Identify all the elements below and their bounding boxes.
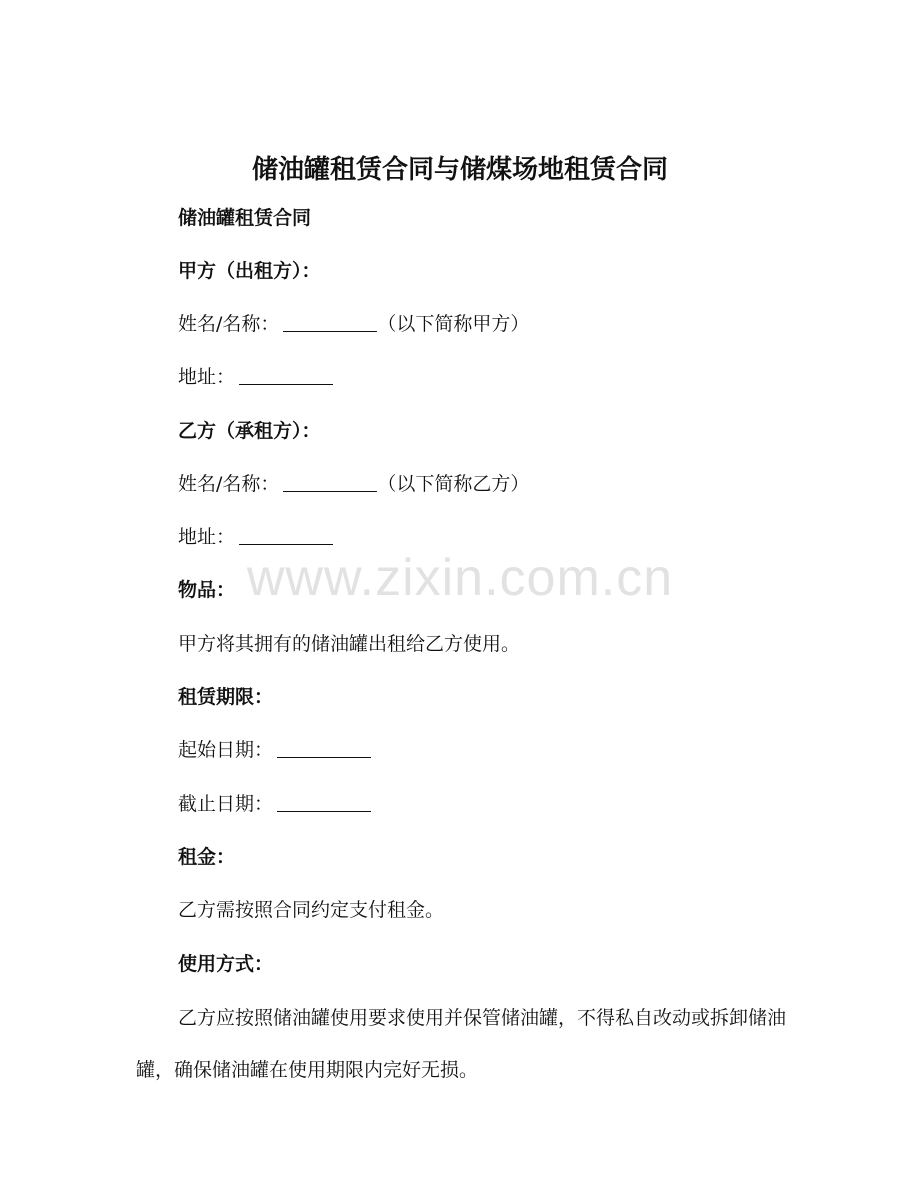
party-a-heading: 甲方（出租方）： xyxy=(178,260,321,282)
item-text: 甲方将其拥有的储油罐出租给乙方使用。 xyxy=(178,633,521,655)
party-a-name-label: 姓名/名称： xyxy=(178,313,280,335)
party-a-name-line xyxy=(178,309,529,339)
watermark: www.zixin.com.cn xyxy=(246,549,674,607)
party-a-name-blank xyxy=(283,311,377,332)
item-heading: 物品： xyxy=(178,579,236,601)
term-end-label: 截止日期： xyxy=(178,793,274,815)
party-b-name-suffix: （以下简称乙方） xyxy=(377,473,530,495)
term-end-blank xyxy=(277,791,371,812)
rent-text: 乙方需按照合同约定支付租金。 xyxy=(178,899,445,921)
usage-heading: 使用方式： xyxy=(178,953,274,975)
party-b-name-blank xyxy=(283,471,377,492)
usage-paragraph: 乙方应按照储油罐使用要求使用并保管储油罐，不得私自改动或拆卸储油罐，确保储油罐在使用期限内完好无损。 xyxy=(136,1007,787,1081)
party-a-address-label: 地址： xyxy=(178,366,236,388)
party-b-address-blank xyxy=(239,524,333,545)
party-b-name-line xyxy=(178,469,529,499)
party-b-heading: 乙方（承租方）： xyxy=(178,420,321,442)
contract-subtitle: 储油罐租赁合同 xyxy=(178,207,312,229)
party-b-address-label: 地址： xyxy=(178,526,236,548)
party-a-name-suffix: （以下简称甲方） xyxy=(377,313,530,335)
term-start-line xyxy=(178,735,371,765)
rent-heading: 租金： xyxy=(178,846,236,868)
party-b-name-label: 姓名/名称： xyxy=(178,473,280,495)
term-start-blank xyxy=(277,737,371,758)
party-a-address-blank xyxy=(239,364,333,385)
term-start-label: 起始日期： xyxy=(178,739,274,761)
party-a-address-line xyxy=(178,362,333,392)
term-end-line xyxy=(178,789,371,819)
term-heading: 租赁期限： xyxy=(178,686,274,708)
party-b-address-line xyxy=(178,522,333,552)
document-title: 储油罐租赁合同与储煤场地租赁合同 xyxy=(251,155,668,185)
